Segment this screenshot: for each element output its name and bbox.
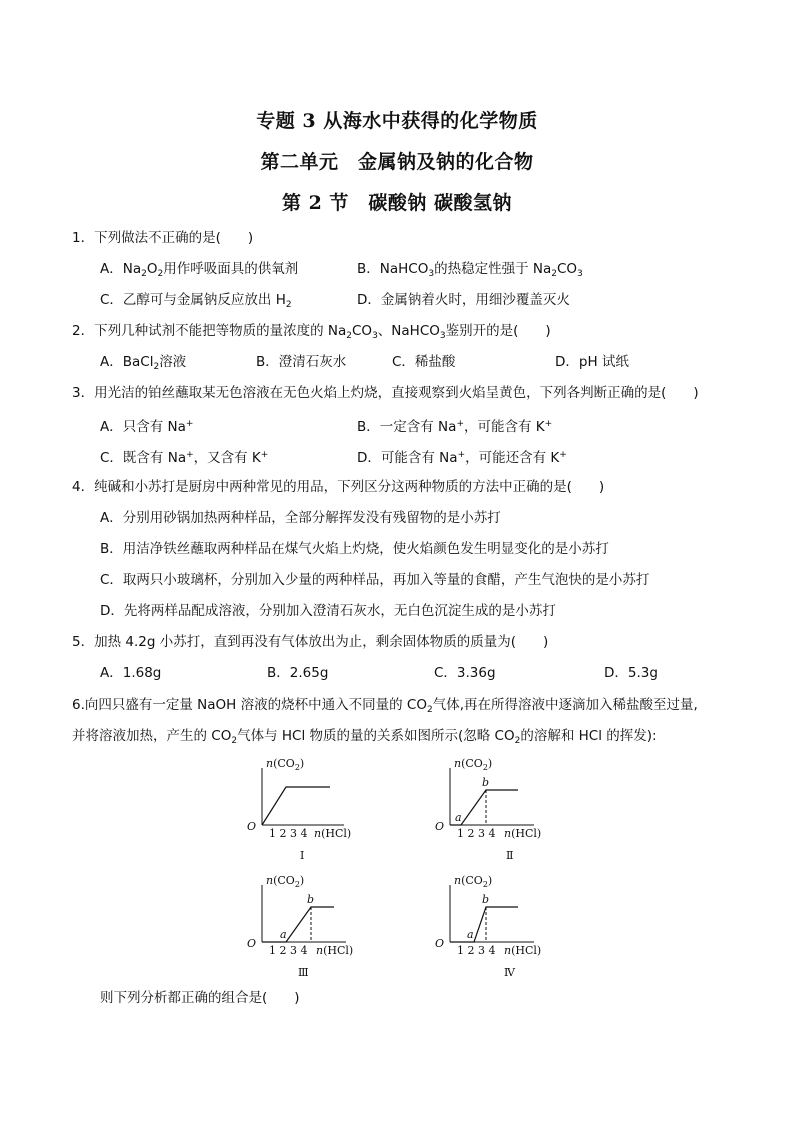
graph-2-ylabel: $n(CO_2)$ (454, 757, 493, 772)
doc-title-section: 第 2 节 碳酸钠 碳酸氢钠 (281, 192, 513, 214)
q3-stem: 3．用光洁的铂丝蘸取某无色溶液在无色火焰上灼烧，直接观察到火焰呈黄色，下列各判断正确的是( ) (72, 385, 699, 401)
graph-1-xticks: 1 2 3 4 (269, 827, 308, 840)
graph-3-point-a: a (280, 928, 287, 941)
q3-option-a: A．只含有 Na+ (100, 419, 194, 435)
graph-2-xticks: 1 2 3 4 (457, 827, 496, 840)
graph-2-name: Ⅱ (506, 849, 514, 862)
graph-1-name: Ⅰ (300, 849, 305, 862)
graph-4-origin: O (435, 937, 445, 950)
graph-3-ylabel: $n(CO_2)$ (266, 874, 305, 889)
graph-4-xlabel: n(HCl) (504, 944, 542, 957)
graph-4-curve (450, 907, 518, 942)
q5-stem: 5．加热 4.2g 小苏打，直到再没有气体放出为止，剩余固体物质的质量为( ) (72, 634, 549, 650)
q2-stem: 2．下列几种试剂不能把等物质的量浓度的 $Na_2CO_3$、NaHCO$_3$鉴别开的是( ) (72, 323, 551, 341)
q2-option-d: D．pH 试纸 (555, 354, 629, 370)
q1-option-a: A．$Na_2O_2$用作呼吸面具的供氧剂 (100, 261, 299, 279)
graph-4-point-b: b (482, 893, 490, 906)
q5-option-c: C．3.36g (434, 665, 496, 681)
q2-option-c: C．稀盐酸 (392, 354, 456, 370)
graph-1-origin: O (247, 820, 257, 833)
q2-option-b: B．澄清石灰水 (256, 354, 347, 370)
graph-4-ylabel: $n(CO_2)$ (454, 874, 493, 889)
q4-option-b: B．用洁净铁丝蘸取两种样品在煤气火焰上灼烧，使火焰颜色发生明显变化的是小苏打 (100, 541, 609, 557)
graph-2-origin: O (435, 820, 445, 833)
q5-option-b: B．2.65g (267, 665, 329, 681)
graph-3 (244, 872, 384, 986)
graph-2-point-a: a (455, 811, 462, 824)
graph-2-point-b: b (482, 776, 490, 789)
graph-2 (434, 755, 574, 869)
graph-1 (244, 755, 384, 869)
graph-3-point-b: b (307, 893, 315, 906)
q6-tail: 则下列分析都正确的组合是( ) (100, 990, 300, 1006)
q5-option-a: A．1.68g (100, 665, 162, 681)
q6-stem-line1: 6.向四只盛有一定量 NaOH 溶液的烧杯中通入不同量的 $CO_2$气体,再在所得溶液中逐滴加入稀盐酸至过量, (72, 697, 698, 715)
q4-option-c: C．取两只小玻璃杯，分别加入少量的两种样品，再加入等量的食醋，产生气泡快的是小苏打 (100, 572, 650, 588)
q3-option-c: C．既含有 Na+，又含有 K+ (100, 450, 269, 466)
graph-3-curve (262, 907, 334, 942)
graph-2-xlabel: n(HCl) (504, 827, 542, 840)
graph-1-ylabel: $n(CO_2)$ (266, 757, 305, 772)
q4-option-d: D．先将两样品配成溶液，分别加入澄清石灰水，无白色沉淀生成的是小苏打 (100, 603, 556, 619)
q2-option-a: A．BaCl$_2$溶液 (100, 354, 187, 372)
graph-4-point-a: a (467, 928, 474, 941)
graph-1-xlabel: n(HCl) (314, 827, 352, 840)
graph-3-origin: O (247, 937, 257, 950)
graph-3-xticks: 1 2 3 4 (269, 944, 308, 957)
q4-stem: 4．纯碱和小苏打是厨房中两种常见的用品，下列区分这两种物质的方法中正确的是( ) (72, 479, 605, 495)
graph-4-xticks: 1 2 3 4 (457, 944, 496, 957)
q1-option-b: B．NaHCO$_3$的热稳定性强于 $Na_2CO_3$ (357, 261, 583, 279)
q3-option-d: D．可能含有 Na+，可能还含有 K+ (357, 450, 567, 466)
graph-3-name: Ⅲ (298, 966, 309, 979)
doc-title-unit: 第二单元 金属钠及钠的化合物 (260, 151, 534, 173)
q4-option-a: A．分别用砂锅加热两种样品，全部分解挥发没有残留物的是小苏打 (100, 510, 501, 526)
q6-stem-line2: 并将溶液加热，产生的 $CO_2$气体与 HCl 物质的量的关系如图所示(忽略 $CO_2$的溶解和 HCl 的挥发): (72, 728, 657, 746)
q1-stem: 1．下列做法不正确的是( ) (72, 230, 254, 246)
graph-4 (434, 872, 574, 986)
graph-4-name: Ⅳ (504, 966, 515, 979)
q1-option-d: D．金属钠着火时，用细沙覆盖灭火 (357, 292, 570, 308)
graph-3-xlabel: n(HCl) (316, 944, 354, 957)
doc-title-topic: 专题 3 从海水中获得的化学物质 (256, 110, 538, 132)
graph-1-curve (262, 787, 330, 825)
q1-option-c: C．乙醇可与金属钠反应放出 $H_2$ (100, 292, 292, 310)
q5-option-d: D．5.3g (604, 665, 658, 681)
q3-option-b: B．一定含有 Na+，可能含有 K+ (357, 419, 553, 435)
